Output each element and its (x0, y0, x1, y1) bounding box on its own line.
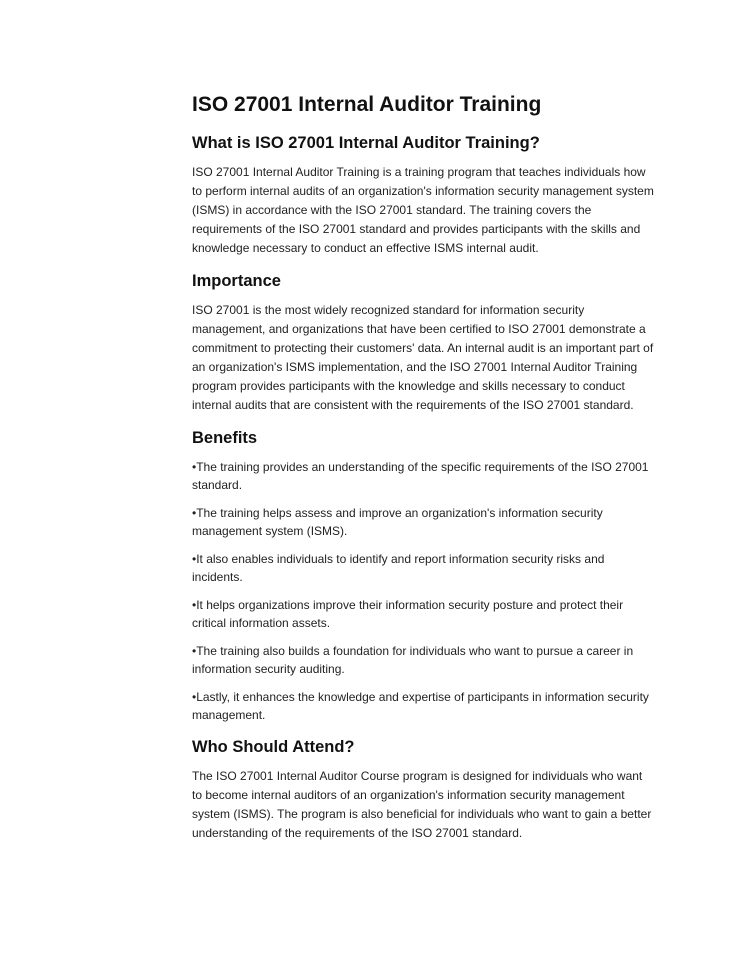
bullet-mark: • (192, 598, 197, 612)
benefit-item (192, 688, 654, 724)
benefits-list (192, 458, 654, 724)
bullet-mark: • (192, 460, 197, 474)
document-page (192, 92, 654, 855)
bullet-mark: • (192, 690, 197, 704)
benefit-item (192, 642, 654, 678)
bullet-mark: • (192, 506, 197, 520)
section-body-what-is: ISO 27001 Internal Auditor Training is a training program that teaches individuals how to perform internal audits of an organization's information security management system (ISMS) in accordance with the ISO 27001 standard. The training covers the requirements of the ISO 27001 standard and provides participants with the skills and knowledge necessary to conduct an effective ISMS internal audit. (192, 165, 654, 255)
section-body-who-should-attend: The ISO 27001 Internal Auditor Course program is designed for individuals who want to become internal auditors of an organization's information security management system (ISMS). The program is also beneficial for individuals who want to gain a better understanding of the requirements of the ISO 27001 standard. (192, 769, 652, 840)
benefit-text: It also enables individuals to identify and report information security risks and incidents. (192, 552, 605, 584)
benefit-item (192, 550, 654, 586)
benefit-text: It helps organizations improve their information security posture and protect their critical information assets. (192, 598, 624, 630)
section-heading-benefits: Benefits (192, 429, 258, 447)
section-heading-importance: Importance (192, 272, 281, 290)
document-title: ISO 27001 Internal Auditor Training (192, 93, 542, 116)
benefit-text: Lastly, it enhances the knowledge and expertise of participants in information security management. (192, 690, 649, 722)
section-heading-who-should-attend: Who Should Attend? (192, 738, 355, 756)
benefit-item (192, 596, 654, 632)
benefit-text: The training provides an understanding of the specific requirements of the ISO 27001 standard. (192, 460, 649, 492)
section-body-importance: ISO 27001 is the most widely recognized standard for information security management, and organizations that have been certified to ISO 27001 demonstrate a commitment to protecting their customers' data. An internal audit is an important part of an organization's ISMS implementation, and the ISO 27001 Internal Auditor Training program provides participants with the knowledge and skills necessary to conduct internal audits that are consistent with the requirements of the ISO 27001 standard. (192, 303, 654, 412)
benefit-item (192, 458, 654, 494)
benefit-text: The training helps assess and improve an organization's information security management system (ISMS). (192, 506, 603, 538)
bullet-mark: • (192, 552, 197, 566)
benefit-text: The training also builds a foundation for individuals who want to pursue a career in information security auditing. (192, 644, 634, 676)
bullet-mark: • (192, 644, 197, 658)
benefit-item (192, 504, 654, 540)
section-heading-what-is: What is ISO 27001 Internal Auditor Training? (192, 134, 540, 152)
